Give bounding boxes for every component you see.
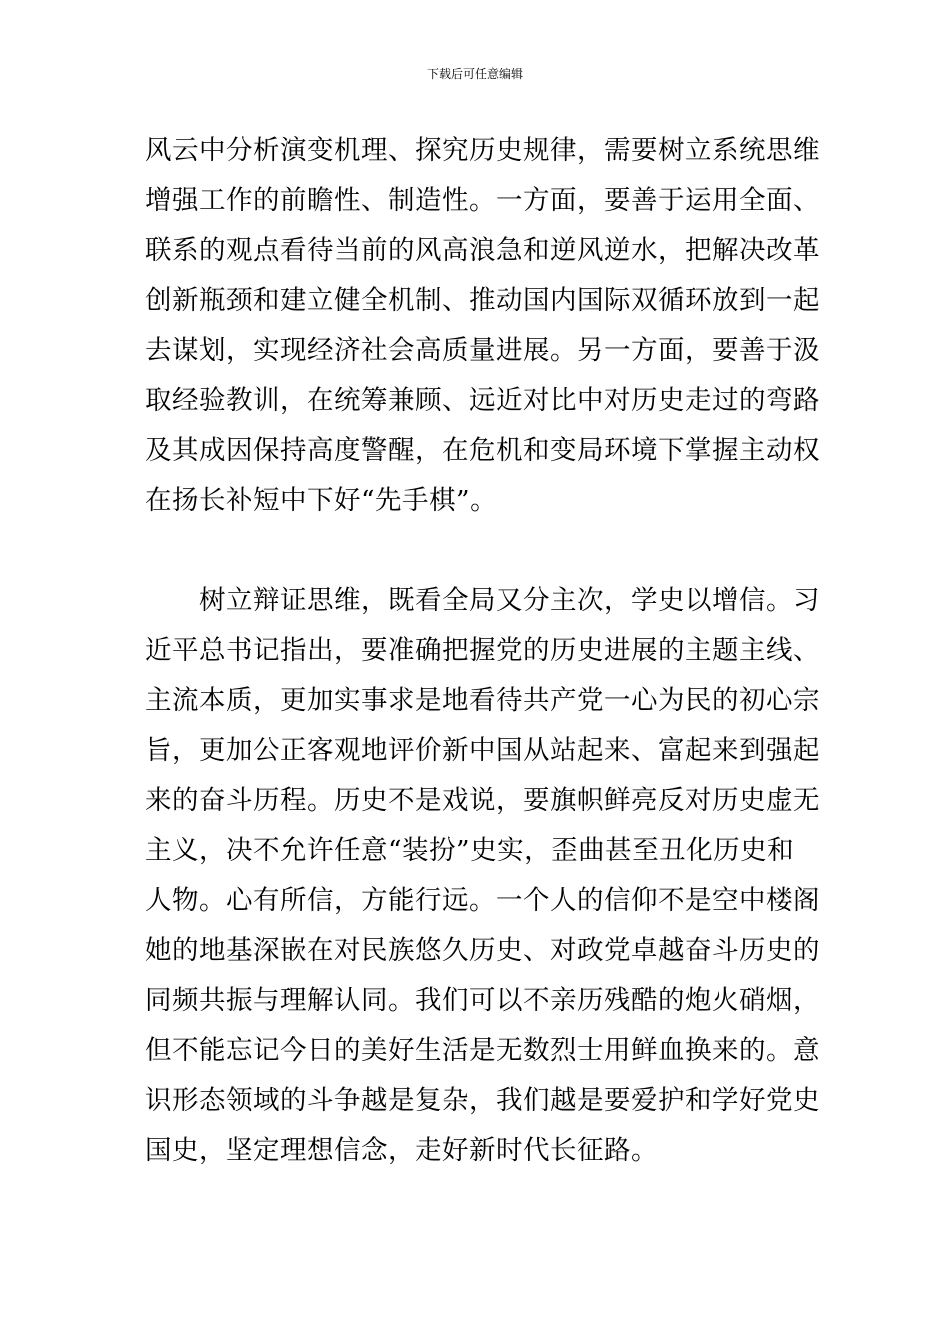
text-line: 识形态领域的斗争越是复杂，我们越是要爱护和学好党史 [145,1085,820,1116]
text-line: 旨，更加公正客观地评价新中国从站起来、富起来到强起 [145,735,820,766]
text-line: 去谋划，实现经济社会高质量进展。另一方面，要善于汲 [145,335,820,366]
document-body [145,126,820,1176]
text-line: 近平总书记指出，要准确把握党的历史进展的主题主线、 [145,635,820,666]
text-line: 但不能忘记今日的美好生活是无数烈士用鲜血换来的。意 [145,1035,820,1066]
text-line: 联系的观点看待当前的风高浪急和逆风逆水，把解决改革 [145,235,820,266]
text-line: 主流本质，更加实事求是地看待共产党一心为民的初心宗 [145,685,820,716]
text-line: 来的奋斗历程。历史不是戏说，要旗帜鲜亮反对历史虚无 [145,785,820,816]
text-line: 在扬长补短中下好“先手棋”。 [145,485,498,516]
text-line: 及其成因保持高度警醒，在危机和变局环境下掌握主动权 [145,435,820,466]
text-line: 同频共振与理解认同。我们可以不亲历残酷的炮火硝烟， [145,985,820,1016]
text-line: 增强工作的前瞻性、制造性。一方面，要善于运用全面、 [145,185,820,216]
paragraph-1 [145,126,820,526]
paragraph-2 [145,576,820,1176]
paragraph-gap [145,526,815,576]
text-line: 国史，坚定理想信念，走好新时代长征路。 [145,1135,658,1166]
text-line: 创新瓶颈和建立健全机制、推动国内国际双循环放到一起 [145,285,820,316]
text-line: 人物。心有所信，方能行远。一个人的信仰不是空中楼阁 [145,885,820,916]
text-line: 风云中分析演变机理、探究历史规律，需要树立系统思维 [145,135,820,166]
text-line: 她的地基深嵌在对民族悠久历史、对政党卓越奋斗历史的 [145,935,820,966]
page-header: 下载后可任意编辑 [426,67,523,81]
text-line: 主义，决不允许任意“装扮”史实，歪曲甚至丑化历史和 [145,835,795,866]
text-line: 树立辩证思维，既看全局又分主次，学史以增信。习 [145,585,820,616]
text-line: 取经验教训，在统筹兼顾、远近对比中对历史走过的弯路 [145,385,820,416]
